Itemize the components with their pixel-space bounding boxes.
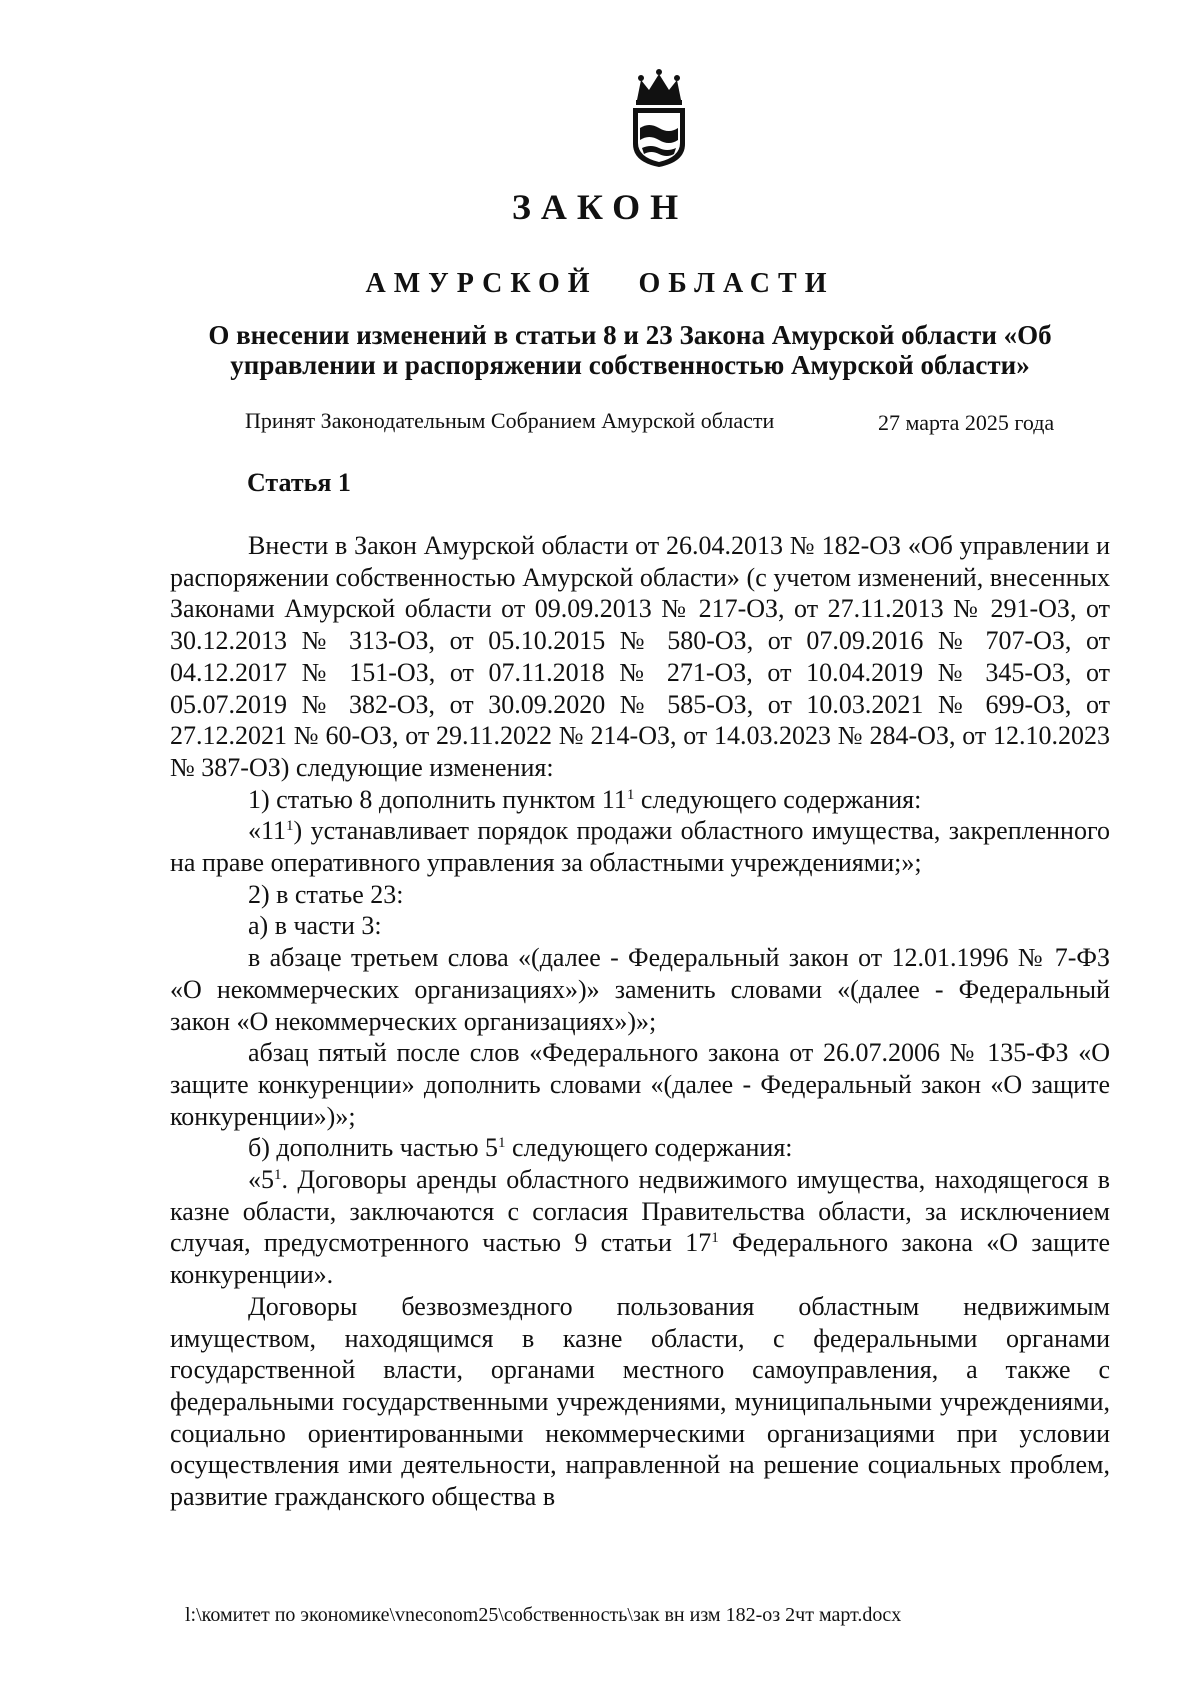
law-name: О внесении изменений в статьи 8 и 23 Закона Амурской области «Об управлении и распоряжении собственностью Амурской области» [208,320,1052,380]
paragraph-subitem-b: б) дополнить частью $5^1$ следующего содержания: [248,1133,793,1163]
article-title: Статья 1 [247,468,351,497]
paragraph-intro: Внести в Закон Амурской области от 26.04.2013 № 182-ОЗ «Об управлении и распоряжении собственностью Амурской области» (с учетом изменений, внесенных Законами Амурской области от 09.09.2013 № 217-ОЗ, от 27.11.2013 № 291-ОЗ, от 30.12.2013 № 313-ОЗ, от 05.10.2015 № 580-ОЗ, от 07.09.2016 № 707-ОЗ, от 04.12.2017 № 151-ОЗ, от 07.11.2018 № 271-ОЗ, от 10.04.2019 № 345-ОЗ, от 05.07.2019 № 382-ОЗ, от 30.09.2020 № 585-ОЗ, от 10.03.2021 № 699-ОЗ, от 27.12.2021 № 60-ОЗ, от 29.11.2022 № 214-ОЗ, от 14.03.2023 № 284-ОЗ, от 12.10.2023 № 387-ОЗ) следующие изменения: [170,531,1110,782]
paragraph-abzac-3: в абзаце третьем слова «(далее - Федеральный закон от 12.01.1996 № 7-ФЗ «О некоммерческих организациях»)» заменить словами «(далее - Федеральный закон «О некоммерческих организациях»)»; [170,943,1110,1036]
paragraph-item-1: 1) статью 8 дополнить пунктом $11^1$ следующего содержания: [248,784,922,814]
article-body [170,530,1110,1513]
paragraph-subitem-a: а) в части 3: [248,911,382,941]
adoption-text: Принят Законодательным Собранием Амурской области [245,408,775,433]
paragraph-abzac-5: абзац пятый после слов «Федерального закона от 26.07.2006 № 135-ФЗ «О защите конкуренции» дополнить словами «(далее - Федеральный закон «О защите конкуренции»)»; [170,1038,1110,1131]
paragraph-quote-11-1: «$11^1$) устанавливает порядок продажи областного имущества, закрепленного на праве оперативного управления за областными учреждениями;»; [170,816,1110,878]
paragraph-quote-5-1: «$5^1$. Договоры аренды областного недвижимого имущества, находящегося в казне области, заключаются с согласия Правительства области, за исключением случая, предусмотренного частью 9 статьи $17^1$ Федерального закона «О защите конкуренции». [170,1165,1110,1290]
coat-of-arms-icon [627,68,691,168]
document-title: ЗАКОН [511,187,689,227]
paragraph-free-use: Договоры безвозмездного пользования областным недвижимым имуществом, находящимся в казне области, с федеральными органами государственной власти, органами местного самоуправления, а также с федеральными государственными учреждениями, муниципальными учреждениями, социально ориентированными некоммерческими организациями при условии осуществления ими деятельности, направленной на решение социальных проблем, развитие гражданского общества в [170,1291,1110,1512]
paragraph-item-2: 2) в статье 23: [248,879,404,909]
adoption-date: 27 марта 2025 года [878,410,1055,435]
document-subtitle: АМУРСКОЙ ОБЛАСТИ [365,268,835,299]
file-path-footer: l:\комитет по экономике\vneconom25\собственность\зак вн изм 182-оз 2чт март.docx [185,1604,902,1626]
